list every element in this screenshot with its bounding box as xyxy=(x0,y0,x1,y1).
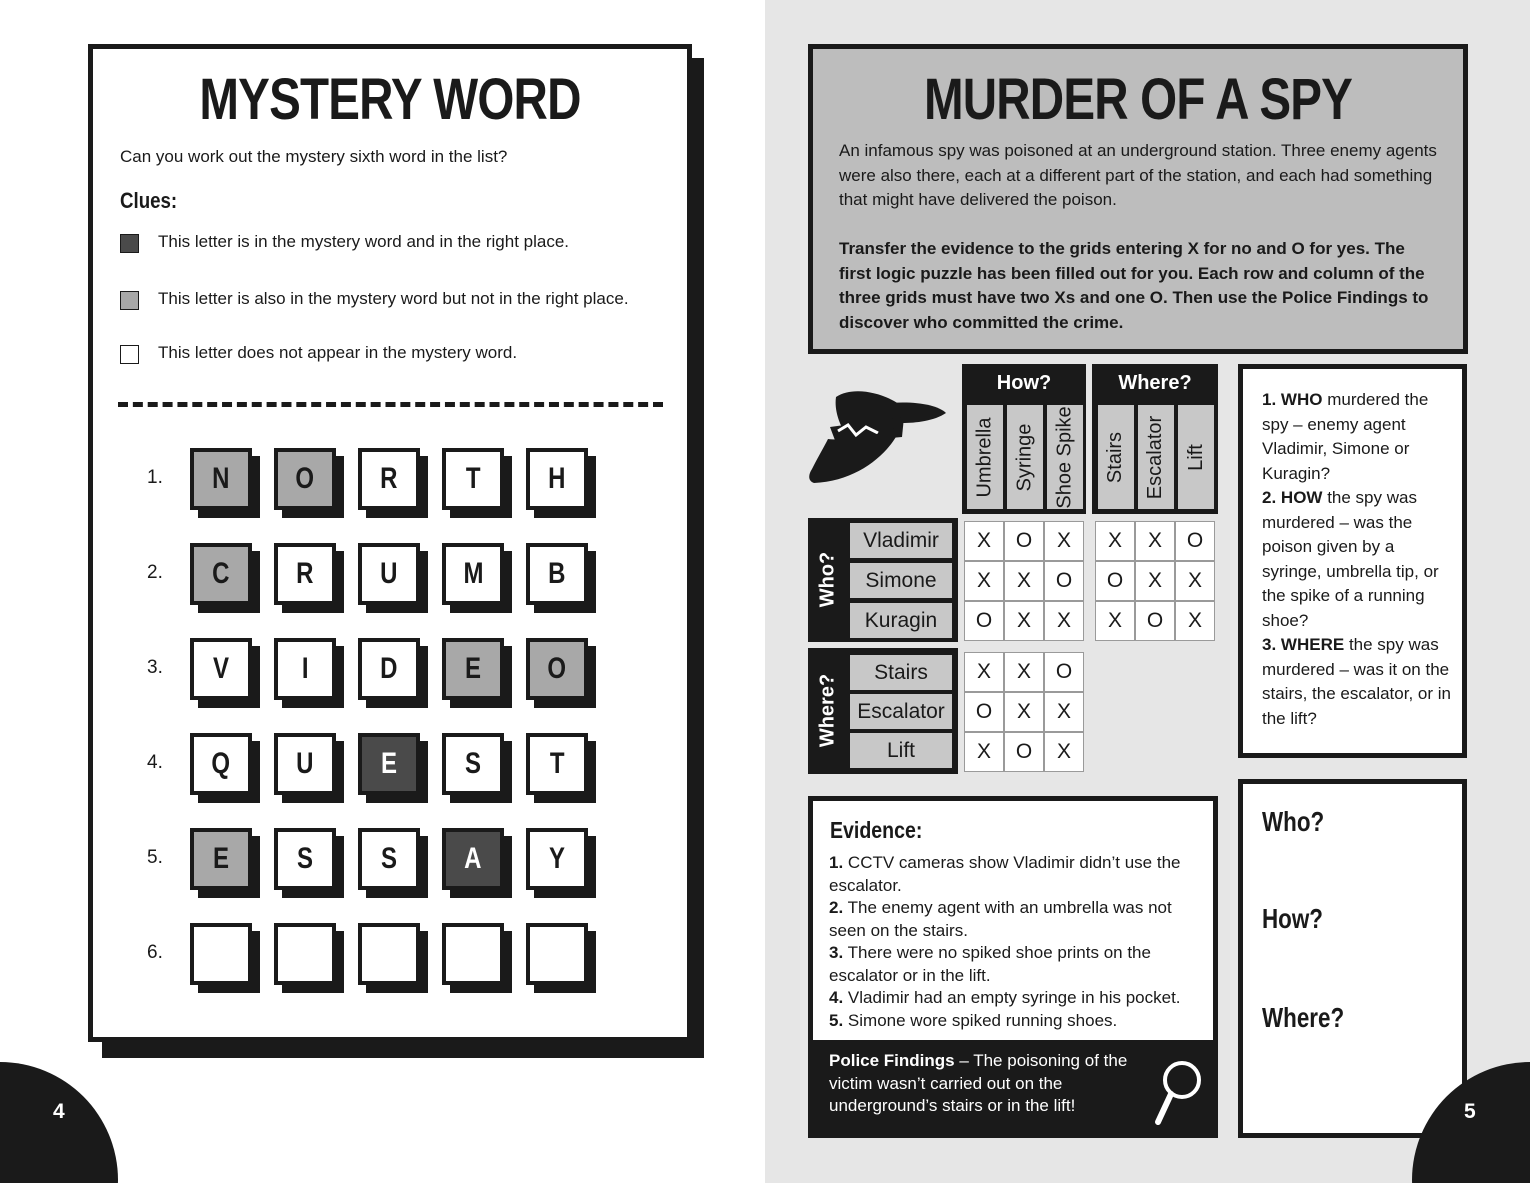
letter-tile: T xyxy=(526,733,588,795)
evidence-heading: Evidence: xyxy=(830,817,923,843)
evidence-list xyxy=(829,852,1204,1032)
letter-tile: H xyxy=(526,448,588,510)
letter-tile[interactable] xyxy=(274,923,336,985)
evidence-item: 4. Vladimir had an empty syringe in his pocket. xyxy=(829,988,1181,1007)
letter-tile: U xyxy=(274,733,336,795)
grid-cell[interactable]: O xyxy=(964,692,1004,732)
grid-cell[interactable]: X xyxy=(1135,521,1175,561)
evidence-item: 3. There were no spiked shoe prints on the escalator or in the lift. xyxy=(829,943,1151,985)
grid-cell[interactable]: X xyxy=(964,732,1004,772)
where-header-label: Where? xyxy=(1118,372,1192,394)
letter-tile: O xyxy=(274,448,336,510)
where-side-label: Where? xyxy=(816,673,839,748)
letter-tile[interactable] xyxy=(442,923,504,985)
clue-text-2: This letter is also in the mystery word but not in the right place. xyxy=(158,289,629,308)
letter-tile: S xyxy=(442,733,504,795)
answer-how: How? xyxy=(1262,903,1323,934)
spy-instructions: Transfer the evidence to the grids entering X for no and O for yes. The first logic puzzle has been filled out for you. Each row and column of the three grids must have two Xs and one O. Then use the Police Findings to discover who committed the crime. xyxy=(839,239,1429,332)
row-number: 3. xyxy=(147,657,163,678)
letter-tile: M xyxy=(442,543,504,605)
how-header-label: How? xyxy=(996,372,1052,394)
letter-tile: B xyxy=(526,543,588,605)
letter-tile: N xyxy=(190,448,252,510)
who-side-label: Who? xyxy=(816,551,839,608)
grid-cell[interactable]: X xyxy=(1004,652,1044,692)
magnifying-glass-icon xyxy=(1152,1058,1204,1128)
letter-tile: S xyxy=(274,828,336,890)
evidence-item: 1. CCTV cameras show Vladimir didn’t use the escalator. xyxy=(829,853,1181,895)
where-item-lift: Lift xyxy=(1178,405,1214,509)
letter-tile: E xyxy=(358,733,420,795)
who-item-vladimir: Vladimir xyxy=(850,523,952,558)
questions-text: 1. WHO murdered the spy – enemy agent Vladimir, Simone or Kuragin? 2. HOW the spy was murdered – was the poison given by a syringe, umbrella tip, or the spike of a running shoe? 3. WHERE the spy was murdered – was it on the stairs, the escalator, or in the lift? xyxy=(1262,390,1451,728)
grid-cell[interactable]: X xyxy=(1044,732,1084,772)
letter-tile: T xyxy=(442,448,504,510)
grid-cell[interactable]: X xyxy=(1004,561,1044,601)
letter-tile[interactable] xyxy=(526,923,588,985)
grid-cell[interactable]: O xyxy=(1095,561,1135,601)
letter-tile: A xyxy=(442,828,504,890)
grid-cell[interactable]: X xyxy=(1004,692,1044,732)
row-number: 5. xyxy=(147,847,163,868)
clues-heading: Clues: xyxy=(120,188,178,213)
letter-tile: Q xyxy=(190,733,252,795)
grid-cell[interactable]: O xyxy=(964,601,1004,641)
who-item-simone: Simone xyxy=(850,563,952,598)
page-number-right: 5 xyxy=(1464,1100,1476,1123)
grid-cell[interactable]: X xyxy=(1044,601,1084,641)
letter-tile: V xyxy=(190,638,252,700)
police-findings-text: Police Findings – The poisoning of the victim wasn’t carried out on the underground’s stairs or in the lift! xyxy=(829,1051,1128,1115)
grid-cell[interactable]: O xyxy=(1044,561,1084,601)
spy-intro: An infamous spy was poisoned at an underground station. Three enemy agents were also there, each at a different part of the station, and each had something that might have delivered the poison. xyxy=(839,141,1437,209)
clue-swatch-grey xyxy=(120,291,139,310)
letter-tile: R xyxy=(358,448,420,510)
clue-text-3: This letter does not appear in the mystery word. xyxy=(158,343,518,362)
grid-cell[interactable]: X xyxy=(1095,601,1135,641)
grid-cell[interactable]: O xyxy=(1004,732,1044,772)
how-item-umbrella: Umbrella xyxy=(967,405,1003,509)
letter-tile: S xyxy=(358,828,420,890)
grid-cell[interactable]: O xyxy=(1135,601,1175,641)
grid-cell[interactable]: O xyxy=(1004,521,1044,561)
grid-cell[interactable]: X xyxy=(1175,561,1215,601)
letter-tile[interactable] xyxy=(190,923,252,985)
grid-cell[interactable]: X xyxy=(964,521,1004,561)
letter-tile: E xyxy=(442,638,504,700)
grid-cell[interactable]: X xyxy=(1004,601,1044,641)
row-number: 1. xyxy=(147,467,163,488)
mystery-intro: Can you work out the mystery sixth word in the list? xyxy=(120,147,508,166)
where-row-escalator: Escalator xyxy=(850,694,952,729)
who-item-kuragin: Kuragin xyxy=(850,603,952,638)
mystery-word-title: MYSTERY WORD xyxy=(199,67,581,132)
letter-tile: E xyxy=(190,828,252,890)
letter-tile: I xyxy=(274,638,336,700)
grid-cell[interactable]: O xyxy=(1175,521,1215,561)
how-item-syringe: Syringe xyxy=(1007,405,1043,509)
where-row-lift: Lift xyxy=(850,733,952,768)
how-item-shoe-spike: Shoe Spike xyxy=(1047,405,1083,509)
letter-tile: D xyxy=(358,638,420,700)
grid-cell[interactable]: X xyxy=(1044,521,1084,561)
letter-tile: R xyxy=(274,543,336,605)
clue-swatch-dark xyxy=(120,234,139,253)
where-item-escalator: Escalator xyxy=(1138,405,1174,509)
page-number-left: 4 xyxy=(53,1100,65,1123)
row-number: 2. xyxy=(147,562,163,583)
letter-tile: U xyxy=(358,543,420,605)
spy-hat-icon xyxy=(806,385,948,487)
where-item-stairs: Stairs xyxy=(1098,405,1134,509)
answer-where: Where? xyxy=(1262,1002,1345,1033)
clue-text-1: This letter is in the mystery word and in the right place. xyxy=(158,232,570,251)
grid-cell[interactable]: X xyxy=(1175,601,1215,641)
row-number: 4. xyxy=(147,752,163,773)
evidence-item: 2. The enemy agent with an umbrella was not seen on the stairs. xyxy=(829,898,1172,940)
murder-of-a-spy-title: MURDER OF A SPY xyxy=(923,67,1353,132)
letter-tile: C xyxy=(190,543,252,605)
letter-tile[interactable] xyxy=(358,923,420,985)
grid-cell[interactable]: X xyxy=(1095,521,1135,561)
where-row-stairs: Stairs xyxy=(850,655,952,690)
letter-tile: Y xyxy=(526,828,588,890)
letter-tile: O xyxy=(526,638,588,700)
grid-cell[interactable]: O xyxy=(1044,652,1084,692)
evidence-item: 5. Simone wore spiked running shoes. xyxy=(829,1010,1118,1030)
grid-cell[interactable]: X xyxy=(964,652,1004,692)
answer-who: Who? xyxy=(1262,806,1325,837)
row-number: 6. xyxy=(147,942,163,963)
grid-cell[interactable]: X xyxy=(1044,692,1084,732)
grid-cell[interactable]: X xyxy=(1135,561,1175,601)
dashed-divider xyxy=(118,402,663,407)
clue-swatch-white xyxy=(120,345,139,364)
grid-cell[interactable]: X xyxy=(964,561,1004,601)
